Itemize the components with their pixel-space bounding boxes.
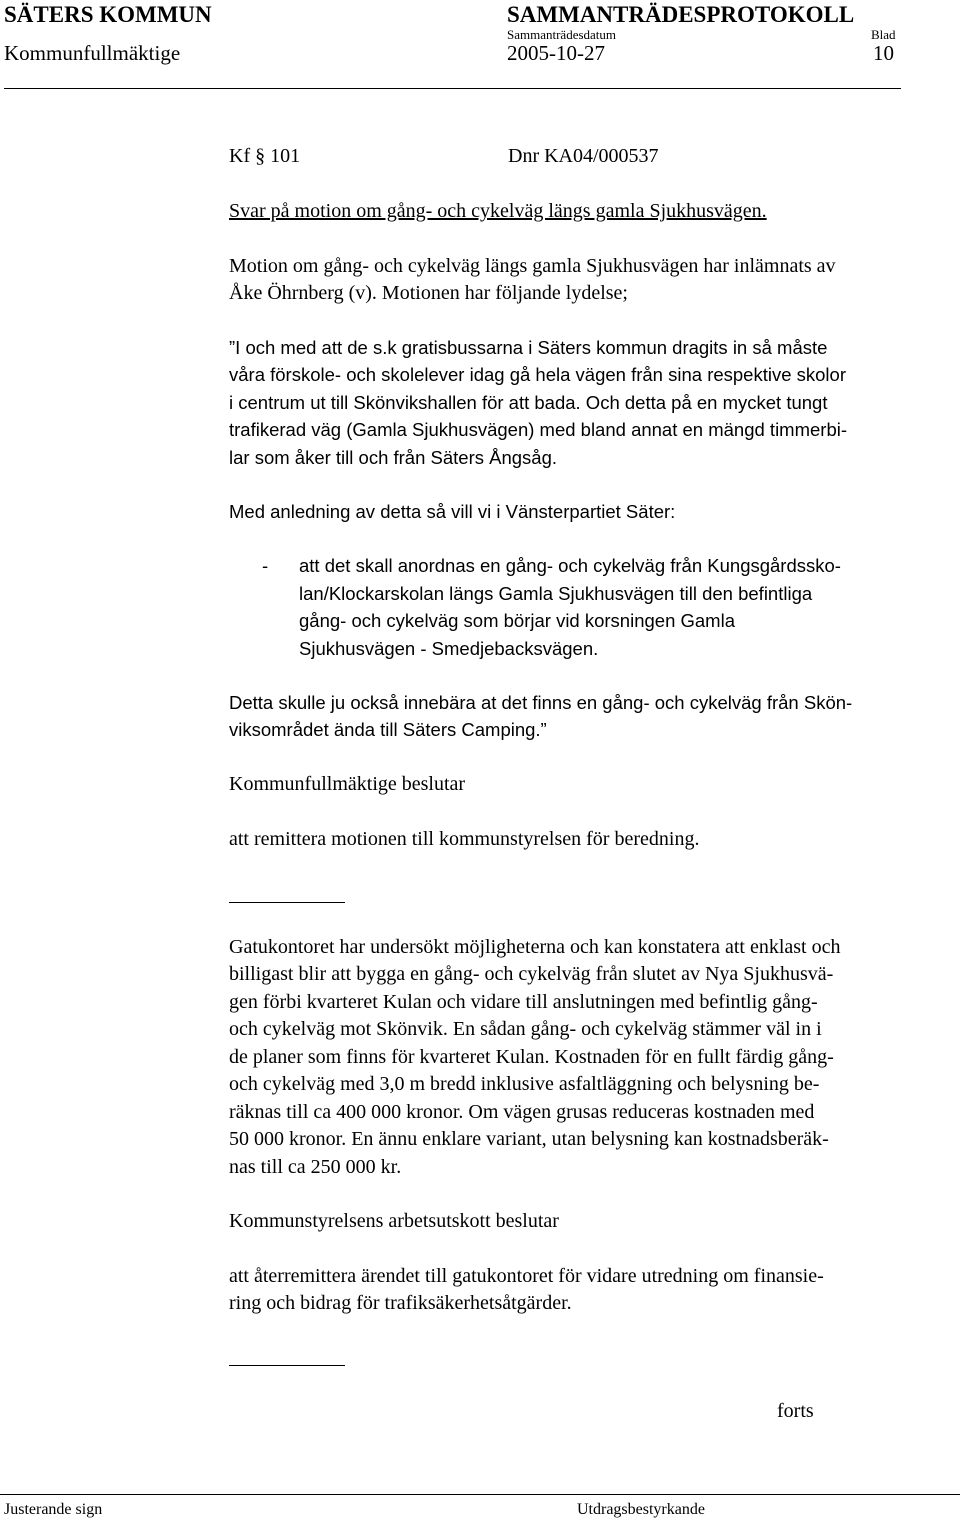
continued-label: forts <box>777 1400 814 1422</box>
quote-line: trafikerad väg (Gamla Sjukhusvägen) med bland annat en mängd timmerbi- <box>229 419 848 440</box>
page-label: Blad <box>871 27 896 42</box>
ks-decision-text: att återremittera ärendet till gatukontoret för vidare utredning om finansie- <box>229 1265 824 1287</box>
footer-certification-label: Utdragsbestyrkande <box>577 1501 705 1518</box>
kf-decision-text: att remittera motionen till kommunstyrelsen för beredning. <box>229 828 700 850</box>
report-line: nas till ca 250 000 kr. <box>229 1156 402 1178</box>
bullet-line: gång- och cykelväg som börjar vid korsningen Gamla <box>299 610 735 631</box>
quote-end-line: viksområdet ända till Säters Camping.” <box>229 719 547 740</box>
body-name: Kommunfullmäktige <box>4 41 181 65</box>
report-line: billigast blir att bygga en gång- och cykelväg från slutet av Nya Sjukhusvä- <box>229 963 834 985</box>
report-line: och cykelväg med 3,0 m bredd inklusive asfaltläggning och belysning be- <box>229 1073 820 1095</box>
report-line: 50 000 kronor. En ännu enklare variant, utan belysning kan kostnadsberäk- <box>229 1128 829 1150</box>
quote-line: våra förskole- och skolelever idag gå hela vägen från sina respektive skolor <box>229 364 846 385</box>
ks-decision-text: ring och bidrag för trafiksäkerhetsåtgärder. <box>229 1292 572 1314</box>
case-title: Svar på motion om gång- och cykelväg längs gamla Sjukhusvägen. <box>229 200 767 222</box>
footer-sign-label: Justerande sign <box>4 1501 103 1518</box>
ks-decision-heading: Kommunstyrelsens arbetsutskott beslutar <box>229 1210 559 1232</box>
report-line: de planer som finns för kvarteret Kulan. Kostnaden för en fullt färdig gång- <box>229 1046 834 1068</box>
quote-line: lar som åker till och från Säters Ångsåg. <box>229 447 558 468</box>
municipality-name: SÄTERS KOMMUN <box>4 2 212 27</box>
quote-end-line: Detta skulle ju också innebära at det finns en gång- och cykelväg från Skön- <box>229 692 853 713</box>
quote-line: ”I och med att de s.k gratisbussarna i Säters kommun dragits in så måste <box>229 337 828 358</box>
intro-line: Åke Öhrnberg (v). Motionen har följande lydelse; <box>229 282 628 304</box>
report-line: räknas till ca 400 000 kronor. Om vägen grusas reduceras kostnaden med <box>229 1101 815 1123</box>
paragraph-number: Kf § 101 <box>229 145 301 167</box>
quote-line: i centrum ut till Skönvikshallen för att bada. Och detta på en mycket tungt <box>229 392 828 413</box>
meeting-date: 2005-10-27 <box>507 41 605 65</box>
page-number: 10 <box>873 41 894 65</box>
bullet-line: lan/Klockarskolan längs Gamla Sjukhusvägen till den befintliga <box>299 583 813 604</box>
footer-rule <box>0 1494 960 1495</box>
case-number: Dnr KA04/000537 <box>508 145 659 167</box>
quote-lead: Med anledning av detta så vill vi i Vänsterpartiet Säter: <box>229 501 676 522</box>
date-label: Sammanträdesdatum <box>507 27 617 42</box>
document-type: SAMMANTRÄDESPROTOKOLL <box>507 2 855 27</box>
report-line: och cykelväg mot Skönvik. En sådan gång- och cykelväg stämmer väl in i <box>229 1018 822 1040</box>
intro-line: Motion om gång- och cykelväg längs gamla Sjukhusvägen har inlämnats av <box>229 255 836 277</box>
bullet-line: Sjukhusvägen - Smedjebacksvägen. <box>299 638 599 659</box>
separator-rule <box>229 1365 345 1366</box>
separator-rule <box>229 902 345 903</box>
bullet-dash: - <box>262 555 269 576</box>
kf-decision-heading: Kommunfullmäktige beslutar <box>229 773 466 795</box>
report-line: gen förbi kvarteret Kulan och vidare till anslutningen med befintlig gång- <box>229 991 818 1013</box>
header-rule <box>4 88 901 89</box>
report-line: Gatukontoret har undersökt möjligheterna och kan konstatera att enklast och <box>229 936 841 958</box>
bullet-line: att det skall anordnas en gång- och cykelväg från Kungsgårdssko- <box>299 555 841 576</box>
